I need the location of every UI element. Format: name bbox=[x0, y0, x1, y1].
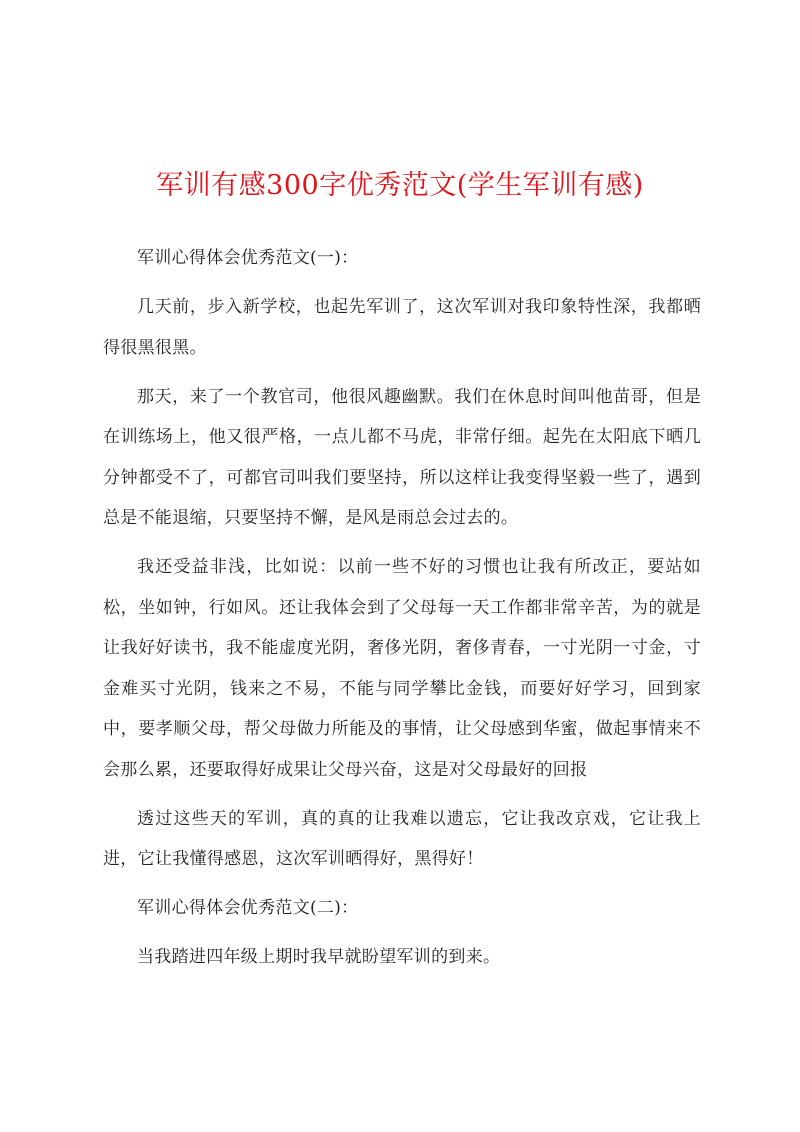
paragraph-section-heading-2: 军训心得体会优秀范文(二)： bbox=[137, 898, 359, 918]
paragraph: 当我踏进四年级上期时我早就盼望军训的到来。 bbox=[137, 947, 501, 967]
paragraph-section-heading-1: 军训心得体会优秀范文(一)： bbox=[137, 248, 359, 268]
paragraph: 透过这些天的军训，真的真的让我难以遗忘，它让我改京戏，它让我上进，它让我懂得感恩，这次军训晒得好，黑得好！ bbox=[103, 808, 701, 869]
paragraph: 几天前，步入新学校，也起先军训了，这次军训对我印象特性深，我都晒得很黑很黑。 bbox=[103, 297, 701, 358]
document-title: 军训有感300字优秀范文(学生军训有感) bbox=[156, 170, 644, 201]
paragraph: 我还受益非浅，比如说：以前一些不好的习惯也让我有所改正，要站如松，坐如钟，行如风。还让我体会到了父母每一天工作都非常辛苦，为的就是让我好好读书，我不能虚度光阴，奢侈光阴，奢侈青春，一寸光阴一寸金，寸金难买寸光阴，钱来之不易，不能与同学攀比金钱，而要好好学习，回到家中，要孝顺父母，帮父母做力所能及的事情，让父母感到华蜜，做起事情来不会那么累，还要取得好成果让父母兴奋，这是对父母最好的回报 bbox=[103, 557, 701, 780]
document-body bbox=[103, 238, 701, 986]
paragraph: 那天，来了一个教官司，他很风趣幽默。我们在休息时间叫他苗哥，但是在训练场上，他又很严格，一点儿都不马虎，非常仔细。起先在太阳底下晒几分钟都受不了，可都官司叫我们要坚持，所以这样让我变得坚毅一些了，遇到总是不能退缩，只要坚持不懈，是风是雨总会过去的。 bbox=[103, 386, 701, 528]
